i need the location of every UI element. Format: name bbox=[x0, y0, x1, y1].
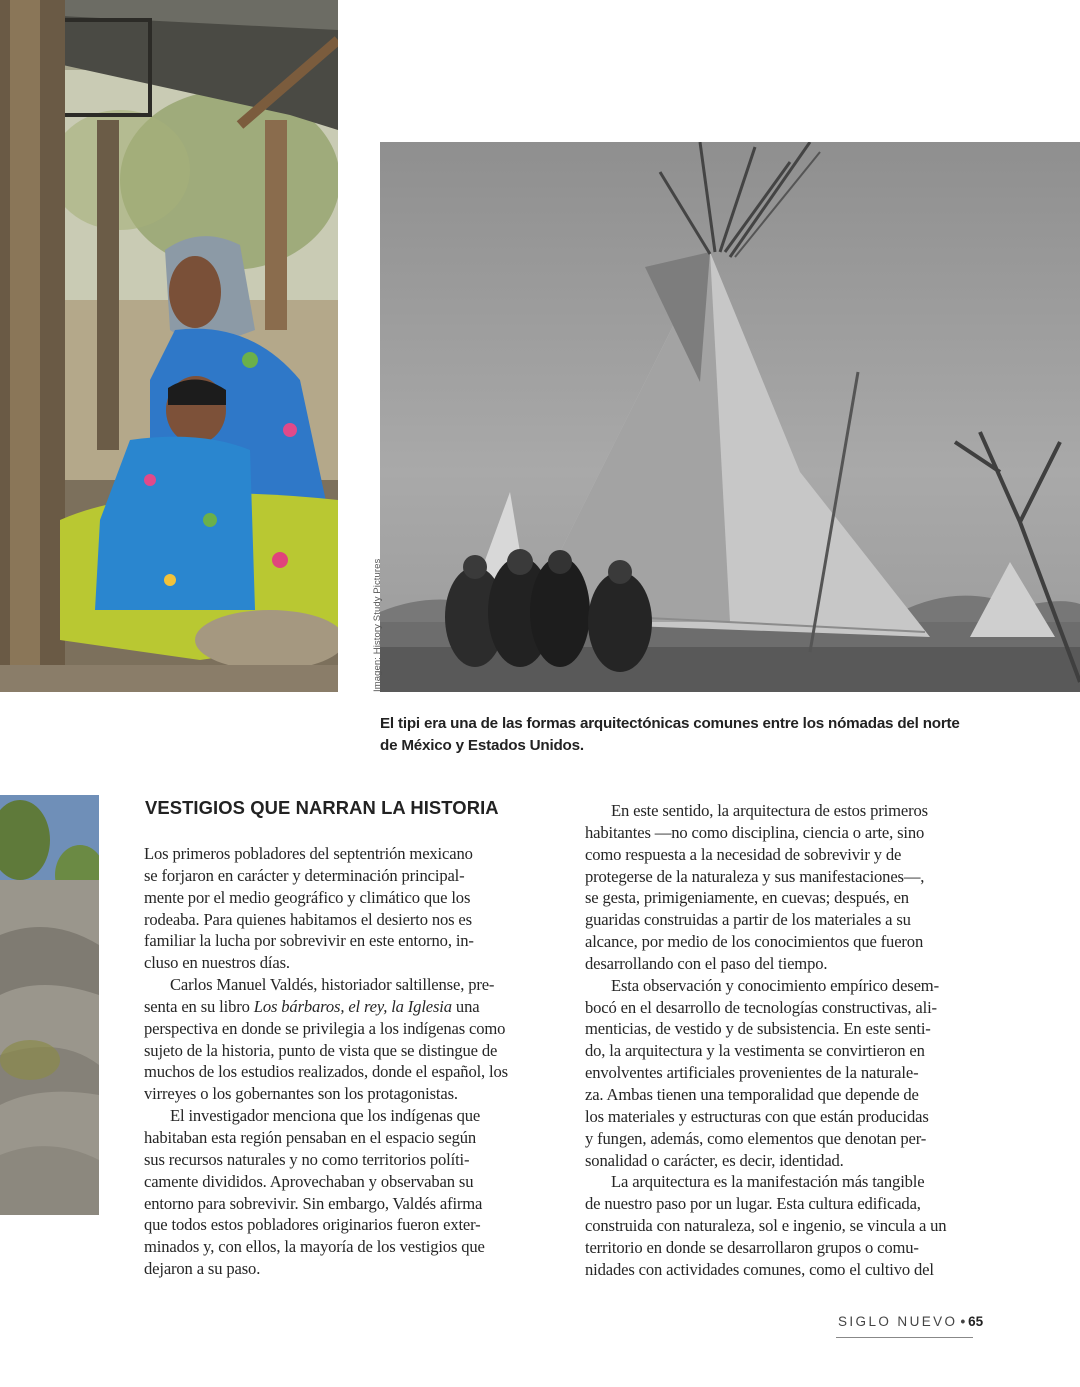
text-line bbox=[144, 996, 544, 1018]
magazine-name: SIGLO NUEVO bbox=[838, 1314, 958, 1329]
caption-line: El tipi era una de las formas arquitectónicas comunes entre los nómadas del norte bbox=[380, 715, 960, 732]
text-line: construida con naturaleza, sol e ingenio, se vincula a un bbox=[585, 1216, 947, 1236]
text-segment: senta en su libro bbox=[144, 996, 254, 1016]
text-line: los materiales y estructuras con que están producidas bbox=[585, 1106, 929, 1126]
text-line: alcance, por medio de los conocimientos que fueron bbox=[585, 932, 924, 952]
text-line: sus recursos naturales y no como territorios políti- bbox=[144, 1149, 470, 1169]
text-line: guaridas construidas a partir de los materiales a su bbox=[585, 910, 911, 930]
text-line: de nuestro paso por un lugar. Esta cultura edificada, bbox=[585, 1194, 921, 1214]
text-line: sujeto de la historia, punto de vista que se distingue de bbox=[144, 1040, 498, 1060]
text-line: que todos estos pobladores originarios fueron exter- bbox=[144, 1215, 481, 1235]
text-line: territorio en donde se desarrollaron grupos o comu- bbox=[585, 1237, 919, 1257]
text-line: entorno para sobrevivir. Sin embargo, Valdés afirma bbox=[144, 1193, 483, 1213]
text-line: familiar la lucha por sobrevivir en este entorno, in- bbox=[144, 931, 474, 951]
page-footer bbox=[838, 1314, 984, 1329]
text-line: camente divididos. Aprovechaban y observaban su bbox=[144, 1171, 474, 1191]
text-line: se forjaron en carácter y determinación principal- bbox=[144, 865, 465, 885]
book-title: Los bárbaros, el rey, la Iglesia bbox=[253, 996, 452, 1016]
text-line: cluso en nuestros días. bbox=[144, 953, 290, 973]
text-line: Carlos Manuel Valdés, historiador saltillense, pre- bbox=[170, 975, 495, 995]
photo-credit: Imagen: History Study Pictures bbox=[372, 558, 383, 692]
text-line: y fungen, además, como elementos que denotan per- bbox=[585, 1128, 927, 1148]
text-line: virreyes o los gobernantes son los protagonistas. bbox=[144, 1084, 458, 1104]
page-number: 65 bbox=[968, 1314, 984, 1329]
text-line: En este sentido, la arquitectura de estos primeros bbox=[611, 801, 928, 820]
text-line: El investigador menciona que los indígenas que bbox=[170, 1106, 481, 1126]
text-line: dejaron a su paso. bbox=[144, 1259, 261, 1279]
text-line: minados y, con ellos, la mayoría de los vestigios que bbox=[144, 1237, 485, 1257]
photo-caption bbox=[380, 713, 1000, 756]
section-heading: VESTIGIOS QUE NARRAN LA HISTORIA bbox=[145, 797, 499, 818]
text-line: menticias, de vestido y de subsistencia. En este senti- bbox=[585, 1019, 931, 1039]
text-line: Los primeros pobladores del septentrión mexicano bbox=[144, 844, 473, 863]
text-line: La arquitectura es la manifestación más tangible bbox=[611, 1172, 925, 1192]
footer-separator: • bbox=[960, 1314, 966, 1329]
text-line: do, la arquitectura y la vestimenta se convirtieron en bbox=[585, 1041, 925, 1061]
text-line: muchos de los estudios realizados, donde el español, los bbox=[144, 1062, 508, 1082]
text-line: protegerse de la naturaleza y sus manifestaciones—, bbox=[585, 866, 925, 886]
text-line: envolventes artificiales provenientes de la naturale- bbox=[585, 1063, 919, 1083]
text-line: perspectiva en donde se privilegia a los indígenas como bbox=[144, 1018, 506, 1038]
article-column-left bbox=[144, 843, 544, 1280]
text-segment: una bbox=[451, 996, 480, 1016]
text-line: se gesta, primigeniamente, en cuevas; después, en bbox=[585, 888, 909, 908]
photo-woman-child bbox=[0, 0, 338, 692]
text-line: nidades con actividades comunes, como el cultivo del bbox=[585, 1259, 934, 1279]
footer-rule bbox=[836, 1337, 973, 1338]
text-line: desarrollando con el paso del tiempo. bbox=[585, 953, 828, 973]
text-line: za. Ambas tienen una temporalidad que depende de bbox=[585, 1084, 919, 1104]
caption-line: de México y Estados Unidos. bbox=[380, 736, 584, 754]
photo-rock bbox=[0, 795, 99, 1215]
text-line: habitaban esta región pensaban en el espacio según bbox=[144, 1127, 477, 1147]
article-column-right bbox=[585, 800, 977, 1281]
photo-tipi bbox=[380, 142, 1080, 692]
text-line: como respuesta a la necesidad de sobrevivir y de bbox=[585, 844, 902, 864]
text-line: mente por el medio geográfico y climático que los bbox=[144, 887, 471, 907]
text-line: rodeaba. Para quienes habitamos el desierto nos es bbox=[144, 909, 472, 929]
text-line: bocó en el desarrollo de tecnologías constructivas, ali- bbox=[585, 997, 937, 1017]
text-line: Esta observación y conocimiento empírico desem- bbox=[611, 975, 939, 995]
text-line: sonalidad o carácter, es decir, identidad. bbox=[585, 1150, 844, 1170]
text-line: habitantes —no como disciplina, ciencia o arte, sino bbox=[585, 822, 925, 842]
